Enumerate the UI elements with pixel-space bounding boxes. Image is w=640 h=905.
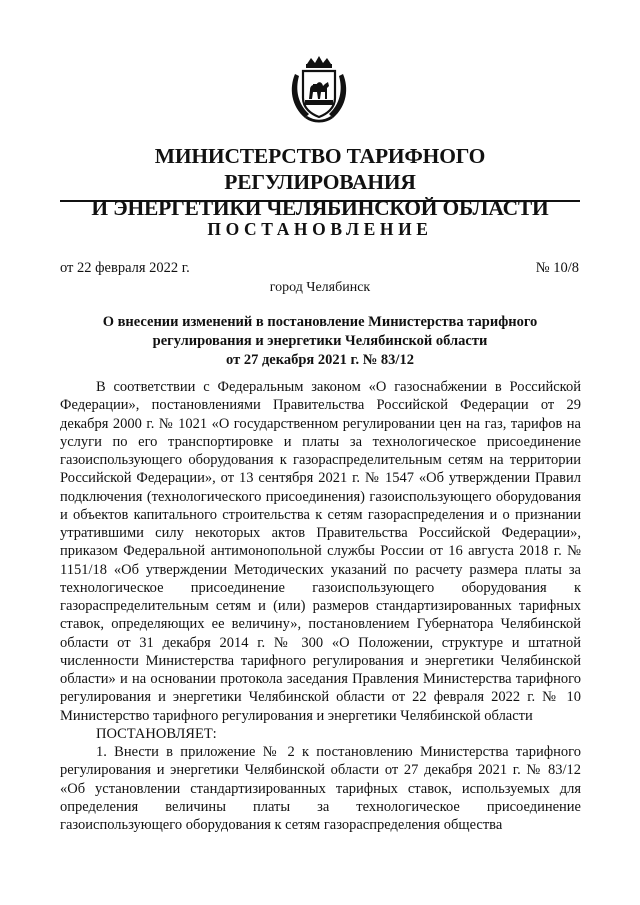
ministry-name (60, 143, 580, 221)
body-paragraph-preamble: В соответствии с Федеральным законом «О газоснабжении в Российской Федерации», постановлениями Правительства Российской Федерации от 29 декабря 2000 г. № 1021 «О государственном регулировании цен на газ, тарифов на услуги по его транспортировке и платы за технологическое присоединение газоиспользующего оборудования к газораспределительным сетям на территории Российской Федерации», от 13 сентября 2021 г. № 1547 «Об утверждении Правил подключения (технологического присоединения) газоиспользующего оборудования и объектов капитального строительства к сетям газораспределения и о признании утратившими силу некоторых актов Правительства Российской Федерации», приказом Федеральной антимонопольной службы России от 16 августа 2018 г. № 1151/18 «Об утверждении Методических указаний по расчету размера платы за технологическое присоединение газоиспользующего оборудования к газораспределительным сетям и (или) размеров стандартизированных тарифных ставок, определяющих ее величину», постановлением Губернатора Челябинской области от 31 декабря 2014 г. № 300 «О Положении, структуре и штатной численности Министерства тарифного регулирования и энергетики Челябинской области» и на основании протокола заседания Правления Министерства тарифного регулирования и энергетики Челябинской области от 22 февраля 2022 г. № 10 Министерство тарифного регулирования и энергетики Челябинской области (60, 379, 581, 724)
document-subject (80, 313, 560, 370)
header-divider (60, 200, 580, 202)
document-type: ПОСТАНОВЛЕНИЕ (207, 219, 433, 239)
document-body (60, 378, 581, 834)
subject-line3: от 27 декабря 2021 г. № 83/12 (226, 352, 414, 368)
chelyabinsk-coat-of-arms-icon (287, 54, 351, 126)
ministry-name-line2: И ЭНЕРГЕТИКИ ЧЕЛЯБИНСКОЙ ОБЛАСТИ (91, 196, 549, 220)
subject-line1: О внесении изменений в постановление Министерства тарифного (102, 314, 538, 330)
ministry-name-line1: МИНИСТЕРСТВО ТАРИФНОГО РЕГУЛИРОВАНИЯ (154, 144, 486, 194)
document-number: № 10/8 (535, 260, 579, 276)
subject-line2: регулирования и энергетики Челябинской области (152, 333, 488, 349)
document-city: город Челябинск (269, 280, 371, 295)
body-paragraph-item1: 1. Внести в приложение № 2 к постановлению Министерства тарифного регулирования и энергетики Челябинской области от 27 декабря 2021 г. № 83/12 «Об установлении стандартизированных тарифных ставок, используемых для определения величины платы за технологическое присоединение газоиспользующего оборудования к сетям газораспределения общества (60, 744, 581, 833)
document-date: от 22 февраля 2022 г. (60, 260, 190, 276)
body-decree-word: ПОСТАНОВЛЯЕТ: (96, 725, 217, 742)
